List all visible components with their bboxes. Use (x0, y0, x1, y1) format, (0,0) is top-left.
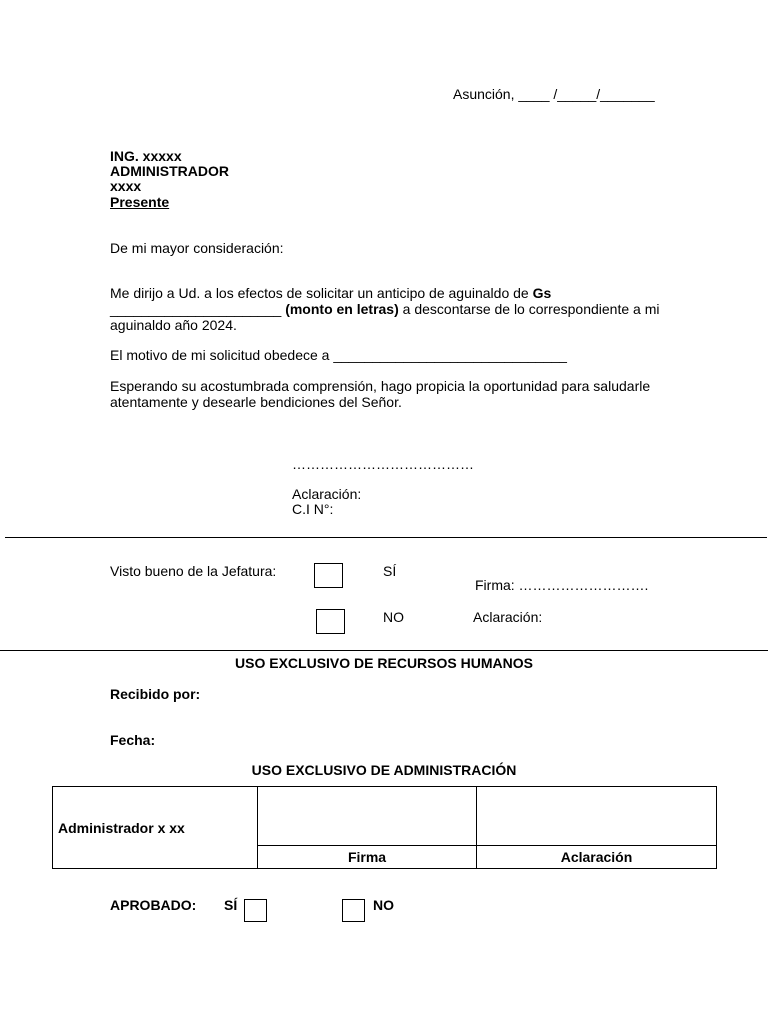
place-date: Asunción, ____ /_____/_______ (453, 86, 655, 102)
approval-no-checkbox[interactable] (316, 609, 345, 634)
recipient-name: ING. xxxxx (110, 148, 182, 164)
greeting: De mi mayor consideración: (110, 240, 284, 256)
approval-yes-checkbox[interactable] (314, 563, 343, 588)
hr-received-by: Recibido por: (110, 686, 201, 702)
admin-aclaracion-cell[interactable] (477, 787, 717, 846)
request-amount-note: (monto en letras) (285, 301, 399, 317)
approval-aclaracion: Aclaración: (473, 609, 543, 625)
approval-yes-label: SÍ (383, 563, 397, 579)
recipient-presente: Presente (110, 194, 170, 210)
admin-table (52, 786, 717, 869)
approved-yes-label: SÍ (224, 897, 238, 913)
request-currency: Gs (532, 285, 552, 301)
admin-section-title: USO EXCLUSIVO DE ADMINISTRACIÓN (251, 762, 517, 778)
signature-ci: C.I N°: (292, 501, 334, 517)
request-blank: ______________________ (110, 301, 282, 317)
request-text-2: a descontarse de lo correspondiente a mi aguinaldo año 2024. (110, 301, 660, 333)
signature-clarification: Aclaración: (292, 486, 362, 502)
admin-aclaracion-caption: Aclaración (477, 846, 717, 869)
divider (5, 537, 767, 538)
approval-firma: Firma: ………………………. (475, 577, 649, 593)
admin-firma-caption: Firma (258, 846, 477, 869)
admin-row-label: Administrador x xx (53, 787, 258, 869)
approved-yes-checkbox[interactable] (244, 899, 267, 922)
closing-paragraph: Esperando su acostumbrada comprensión, hago propicia la oportunidad para saludarle atentamente y desearle bendiciones del Señor. (110, 378, 651, 410)
approval-no-label: NO (383, 609, 404, 625)
request-paragraph (110, 285, 670, 333)
hr-date: Fecha: (110, 732, 156, 748)
signature-dots: ………………………………… (292, 456, 474, 472)
request-text-1: Me dirijo a Ud. a los efectos de solicitar un anticipo de aguinaldo de (110, 285, 533, 301)
approval-label: Visto bueno de la Jefatura: (110, 563, 277, 579)
divider (0, 650, 768, 651)
admin-firma-cell[interactable] (258, 787, 477, 846)
approved-label: APROBADO: (110, 897, 197, 913)
approved-no-checkbox[interactable] (342, 899, 365, 922)
approved-no-label: NO (373, 897, 394, 913)
recipient-org: xxxx (110, 178, 142, 194)
recipient-title: ADMINISTRADOR (110, 163, 229, 179)
motive-line: El motivo de mi solicitud obedece a ______________________________ (110, 347, 567, 363)
hr-section-title: USO EXCLUSIVO DE RECURSOS HUMANOS (235, 655, 533, 671)
